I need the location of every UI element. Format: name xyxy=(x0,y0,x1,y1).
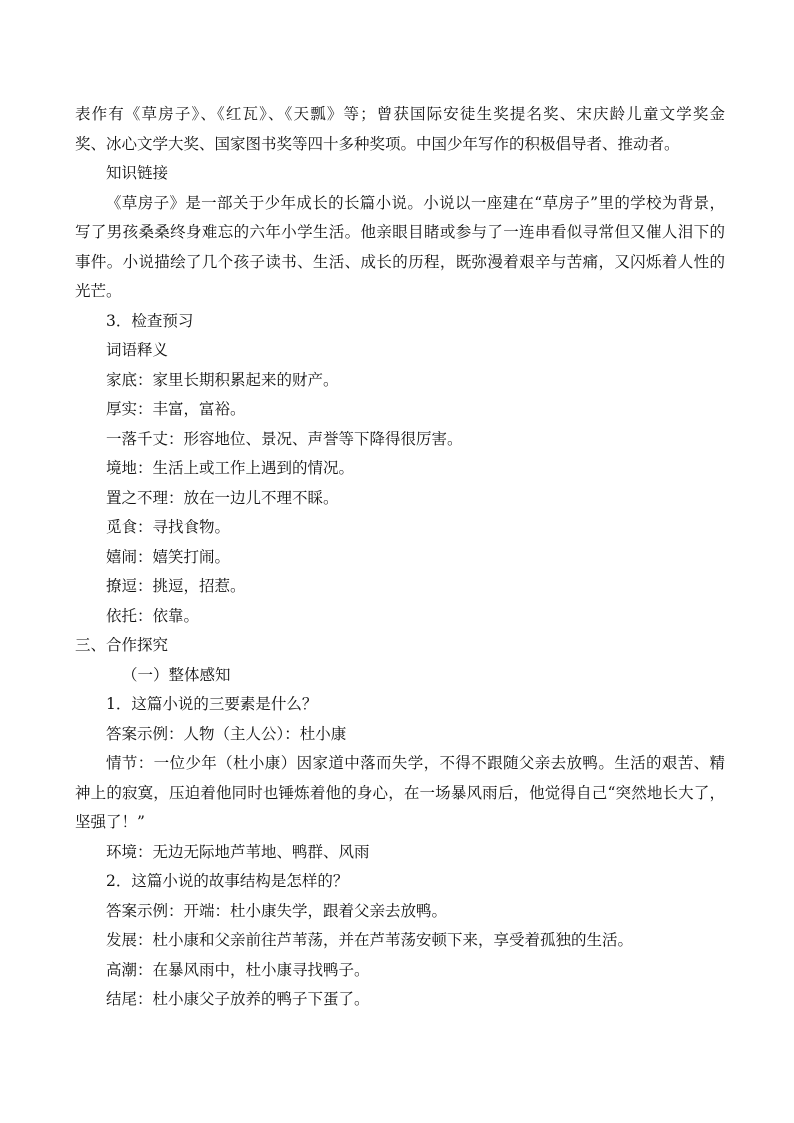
question: 1．这篇小说的三要素是什么？ xyxy=(106,695,318,713)
answer-line: 答案示例：开端：杜小康失学，跟着父亲去放鸭。 xyxy=(106,901,448,920)
definition-item: 觅食：寻找食物。 xyxy=(106,518,231,536)
definition-item: 置之不理：放在一边儿不理不睬。 xyxy=(106,488,339,507)
definition-item: 依托：依靠。 xyxy=(106,606,200,625)
answer-line: 神上的寂寞，压迫着他同时也锤炼着他的身心，在一场暴风雨后，他觉得自己“突然地长大了， xyxy=(75,783,725,802)
paragraph-line: 光芒。 xyxy=(75,282,122,300)
section-heading: 3．检查预习 xyxy=(106,311,194,330)
paragraph-line: 写了男孩桑桑终身难忘的六年小学生活。他亲眼目睹或参与了一连串看似寻常但又催人泪下的 xyxy=(75,223,725,241)
document-body xyxy=(75,100,725,1015)
answer-line: 发展：杜小康和父亲前往芦苇荡，并在芦苇荡安顿下来，享受着孤独的生活。 xyxy=(106,931,634,949)
definition-item: 嬉闹：嬉笑打闹。 xyxy=(106,547,231,566)
definition-item: 境地：生活上或工作上遇到的情况。 xyxy=(106,459,355,477)
question: 2．这篇小说的故事结构是怎样的？ xyxy=(106,872,349,890)
subsection-heading: 词语释义 xyxy=(106,341,169,359)
paragraph-line: 奖、冰心文学大奖、国家图书奖等四十多种奖项。中国少年写作的积极倡导者、推动者。 xyxy=(75,134,680,153)
paragraph-line: 表作有《草房子》、《红瓦》、《天瓢》等；曾获国际安徒生奖提名奖、宋庆龄儿童文学奖金 xyxy=(75,105,725,123)
section-heading: 知识链接 xyxy=(106,164,169,182)
answer-line: 环境：无边无际地芦苇地、鸭群、风雨 xyxy=(106,842,370,861)
definition-item: 家底：家里长期积累起来的财产。 xyxy=(106,370,339,389)
definition-item: 厚实：丰富，富裕。 xyxy=(106,400,246,418)
paragraph-line: 《草房子》是一部关于少年成长的长篇小说。小说以一座建在“草房子”里的学校为背景， xyxy=(106,193,725,212)
answer-line: 答案示例：人物（主人公）：杜小康 xyxy=(106,724,347,743)
section-heading: 三、合作探究 xyxy=(75,636,169,654)
answer-line: 情节：一位少年（杜小康）因家道中落而失学，不得不跟随父亲去放鸭。生活的艰苦、精 xyxy=(106,754,725,772)
answer-line: 结尾：杜小康父子放养的鸭子下蛋了。 xyxy=(106,990,370,1008)
subsection-heading: （一）整体感知 xyxy=(122,665,231,684)
definition-item: 一落千丈：形容地位、景况、声誉等下降得很厉害。 xyxy=(106,429,463,448)
answer-line: 高潮：在暴风雨中，杜小康寻找鸭子。 xyxy=(106,960,370,979)
answer-line: 坚强了！” xyxy=(75,813,145,831)
paragraph-line: 事件。小说描绘了几个孩子读书、生活、成长的历程，既弥漫着艰辛与苦痛，又闪烁着人性的 xyxy=(75,252,725,271)
definition-item: 撩逗：挑逗，招惹。 xyxy=(106,577,246,595)
